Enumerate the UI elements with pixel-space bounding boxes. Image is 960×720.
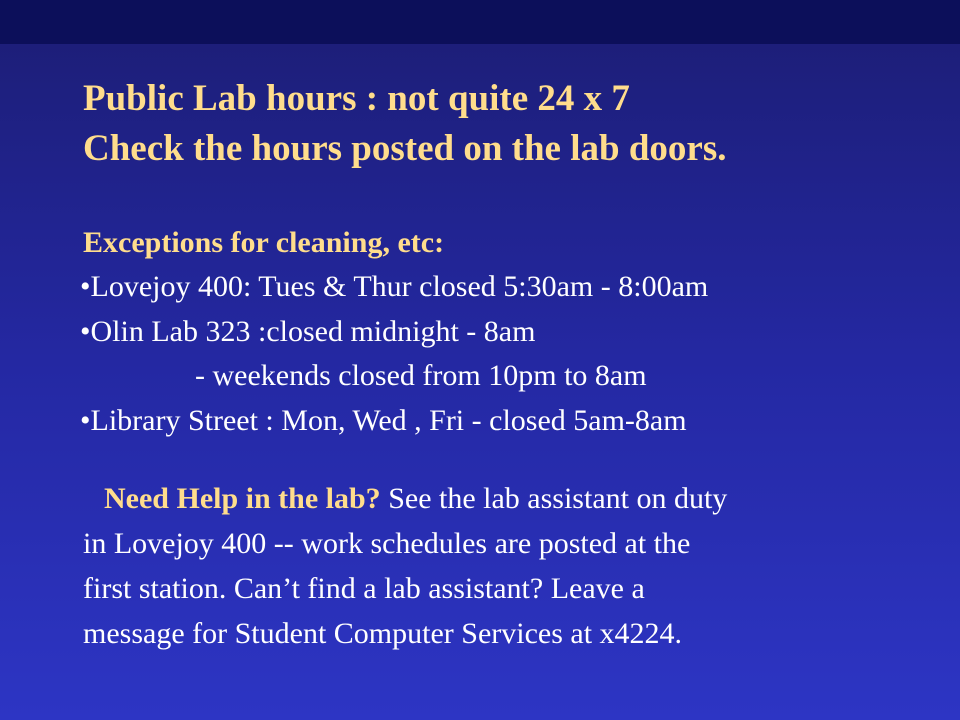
slide-title [83, 74, 726, 174]
exception-olin: •Olin Lab 323 :closed midnight - 8am [80, 314, 536, 348]
exceptions-heading: Exceptions for cleaning, etc: [83, 226, 445, 259]
help-lead: Need Help in the lab? [104, 482, 381, 515]
title-line-1: Public Lab hours : not quite 24 x 7 [83, 78, 630, 119]
help-line-1-text: See the lab assistant on duty [380, 482, 728, 515]
exception-olin-weekends: - weekends closed from 10pm to 8am [195, 359, 647, 392]
help-paragraph [83, 476, 727, 656]
help-line-1 [83, 476, 727, 521]
exceptions-list [80, 265, 708, 443]
top-band [0, 0, 960, 44]
help-line-4: message for Student Computer Services at x4224. [83, 617, 683, 650]
exception-library-street: •Library Street : Mon, Wed , Fri - closed 5am-8am [80, 403, 687, 437]
help-line-3: first station. Can’t find a lab assistant? Leave a [83, 572, 645, 605]
help-line-2: in Lovejoy 400 -- work schedules are posted at the [83, 527, 691, 560]
title-line-2: Check the hours posted on the lab doors. [83, 128, 727, 169]
exception-lovejoy: •Lovejoy 400: Tues & Thur closed 5:30am - 8:00am [80, 270, 709, 303]
